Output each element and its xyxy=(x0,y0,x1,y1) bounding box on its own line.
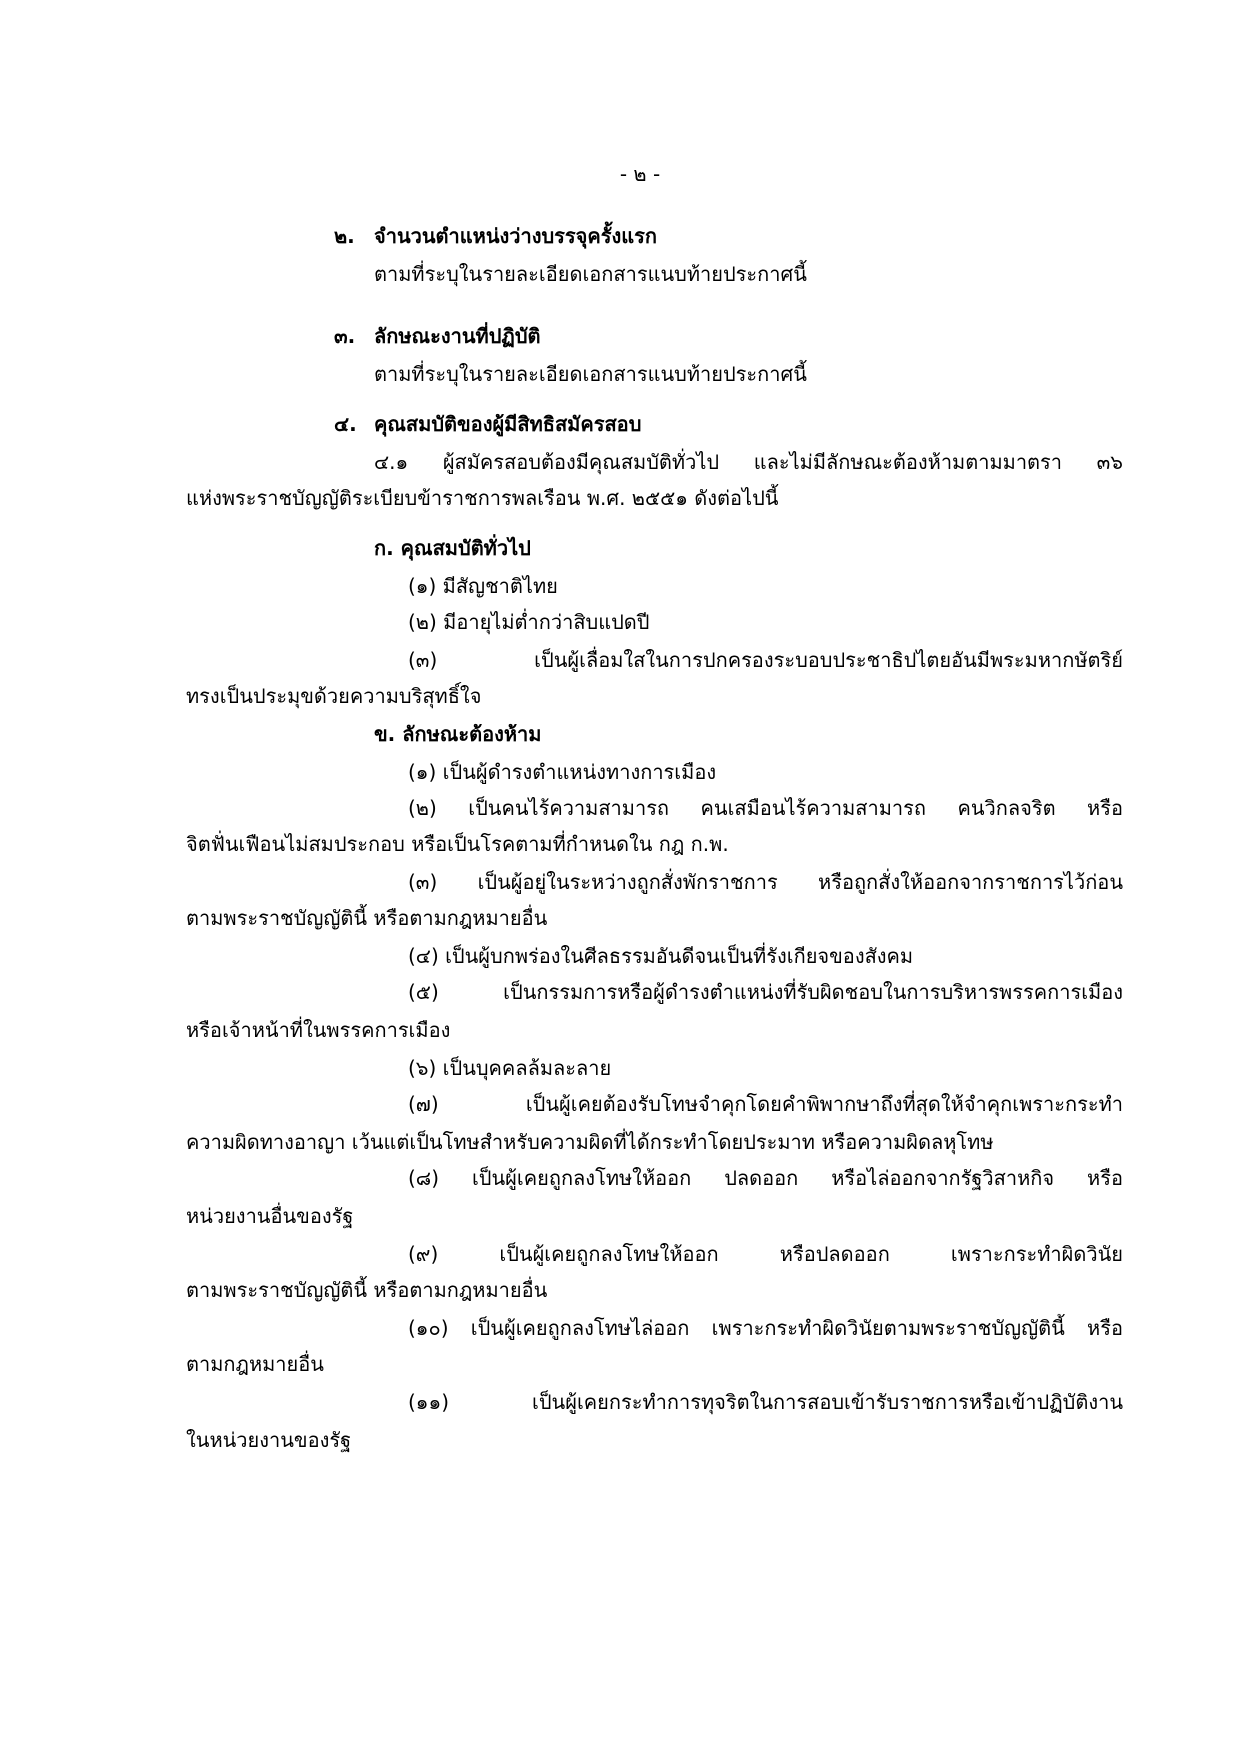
list-item: (๓) เป็นผู้อยู่ในระหว่างถูกสั่งพักราชการ หรือถูกสั่งให้ออกจากราชการไว้ก่อน xyxy=(408,870,1123,894)
list-item: (๕) เป็นกรรมการหรือผู้ดำรงตำแหน่งที่รับผิดชอบในการบริหารพรรคการเมือง xyxy=(408,980,1123,1004)
list-item: (๖) เป็นบุคคลล้มละลาย xyxy=(408,1056,612,1080)
list-item-continuation: หน่วยงานอื่นของรัฐ xyxy=(186,1204,354,1228)
list-item: (๒) มีอายุไม่ต่ำกว่าสิบแปดปี xyxy=(408,610,650,634)
paragraph-4-1-line-2: แห่งพระราชบัญญัติระเบียบข้าราชการพลเรือน พ.ศ. ๒๕๕๑ ดังต่อไปนี้ xyxy=(186,486,779,510)
section-2-body: ตามที่ระบุในรายละเอียดเอกสารแนบท้ายประกาศนี้ xyxy=(374,262,807,286)
page-number: - ๒ - xyxy=(619,162,661,186)
subsection-b-heading: ข. ลักษณะต้องห้าม xyxy=(374,722,542,746)
list-item-continuation: ความผิดทางอาญา เว้นแต่เป็นโทษสำหรับความผิดที่ได้กระทำโดยประมาท หรือความผิดลหุโทษ xyxy=(186,1130,994,1154)
list-item: (๑๑) เป็นผู้เคยกระทำการทุจริตในการสอบเข้ารับราชการหรือเข้าปฏิบัติงาน xyxy=(408,1390,1123,1414)
list-item: (๑) มีสัญชาติไทย xyxy=(408,574,558,598)
list-item: (๘) เป็นผู้เคยถูกลงโทษให้ออก ปลดออก หรือไล่ออกจากรัฐวิสาหกิจ หรือ xyxy=(408,1166,1123,1190)
list-item-continuation: จิตฟั่นเฟือนไม่สมประกอบ หรือเป็นโรคตามที่กำหนดใน กฎ ก.พ. xyxy=(186,832,729,856)
list-item: (๗) เป็นผู้เคยต้องรับโทษจำคุกโดยคำพิพากษาถึงที่สุดให้จำคุกเพราะกระทำ xyxy=(408,1092,1123,1116)
list-item: (๙) เป็นผู้เคยถูกลงโทษให้ออก หรือปลดออก เพราะกระทำผิดวินัย xyxy=(408,1242,1123,1266)
list-item: (๒) เป็นคนไร้ความสามารถ คนเสมือนไร้ความสามารถ คนวิกลจริต หรือ xyxy=(408,796,1123,820)
list-item-continuation: ทรงเป็นประมุขด้วยความบริสุทธิ์ใจ xyxy=(186,684,482,708)
list-item: (๑๐) เป็นผู้เคยถูกลงโทษไล่ออก เพราะกระทำผิดวินัยตามพระราชบัญญัตินี้ หรือ xyxy=(408,1316,1123,1340)
section-3-body: ตามที่ระบุในรายละเอียดเอกสารแนบท้ายประกาศนี้ xyxy=(374,362,807,386)
section-3-number: ๓. xyxy=(334,324,356,348)
section-4-heading: คุณสมบัติของผู้มีสิทธิสมัครสอบ xyxy=(374,412,642,436)
paragraph-4-1-line-1: ๔.๑ ผู้สมัครสอบต้องมีคุณสมบัติทั่วไป และไม่มีลักษณะต้องห้ามตามมาตรา ๓๖ xyxy=(374,450,1123,474)
list-item: (๔) เป็นผู้บกพร่องในศีลธรรมอันดีจนเป็นที่รังเกียจของสังคม xyxy=(408,944,914,968)
section-3-heading: ลักษณะงานที่ปฏิบัติ xyxy=(374,324,541,348)
list-item-continuation: ตามพระราชบัญญัตินี้ หรือตามกฎหมายอื่น xyxy=(186,906,548,930)
list-item-continuation: ตามกฎหมายอื่น xyxy=(186,1352,324,1376)
list-item-continuation: หรือเจ้าหน้าที่ในพรรคการเมือง xyxy=(186,1018,451,1042)
list-item-continuation: ในหน่วยงานของรัฐ xyxy=(186,1428,352,1452)
list-item: (๑) เป็นผู้ดำรงตำแหน่งทางการเมือง xyxy=(408,760,717,784)
section-4-number: ๔. xyxy=(334,412,357,436)
section-2-number: ๒. xyxy=(334,224,355,248)
section-2-heading: จำนวนตำแหน่งว่างบรรจุครั้งแรก xyxy=(374,224,658,248)
subsection-a-heading: ก. คุณสมบัติทั่วไป xyxy=(374,536,531,560)
list-item: (๓) เป็นผู้เลื่อมใสในการปกครองระบอบประชาธิปไตยอันมีพระมหากษัตริย์ xyxy=(408,648,1123,672)
list-item-continuation: ตามพระราชบัญญัตินี้ หรือตามกฎหมายอื่น xyxy=(186,1278,548,1302)
